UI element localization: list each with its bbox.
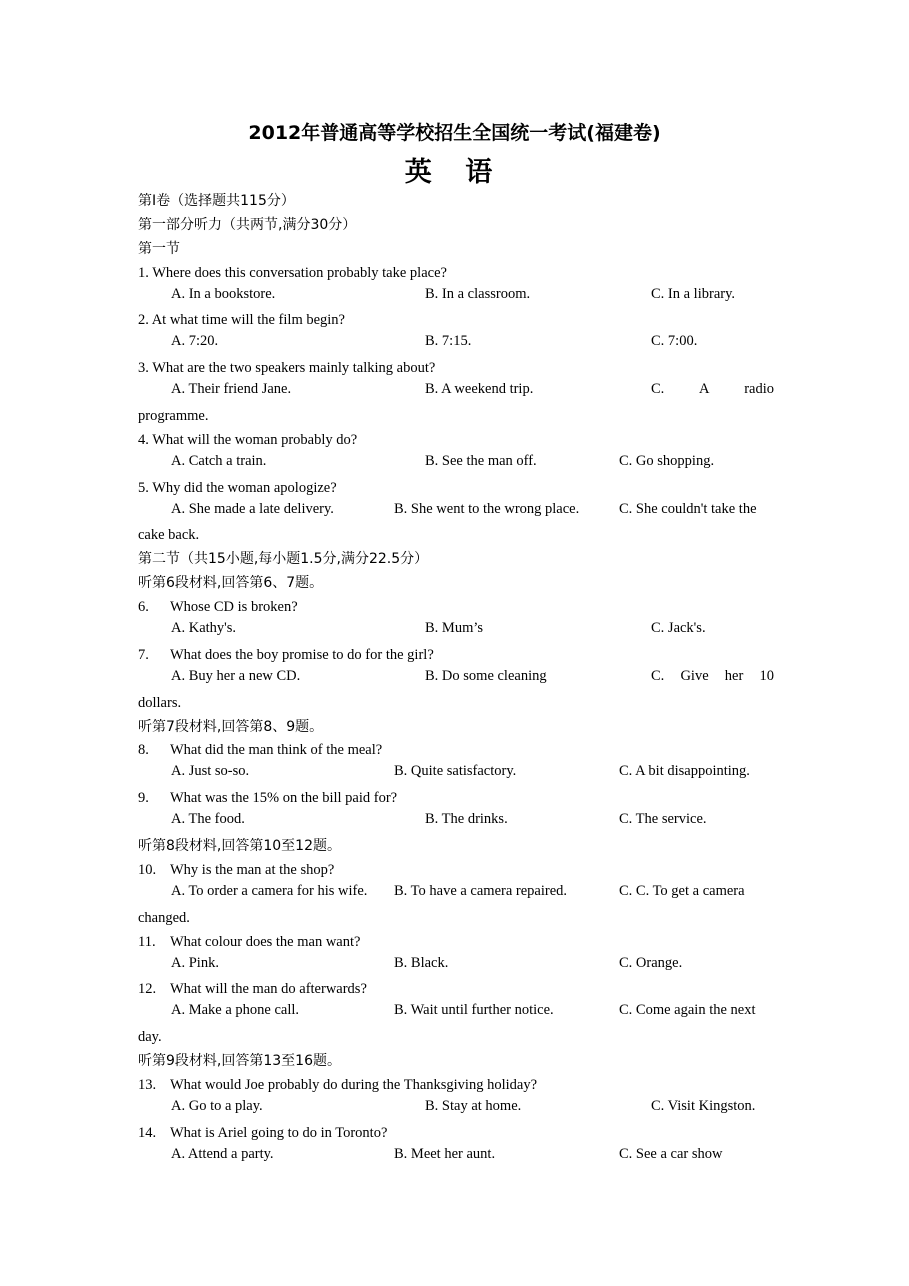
exam-content	[138, 190, 774, 1170]
option-b: B. A weekend trip.	[425, 381, 534, 398]
question-number: 14.	[138, 1124, 157, 1141]
section-heading: 第I卷（选择题共115分）	[138, 193, 295, 209]
option-b: B. 7:15.	[425, 333, 472, 350]
question-stem	[138, 644, 774, 668]
option-c-part: Give	[680, 667, 709, 684]
option-a: A. Buy her a new CD.	[171, 667, 301, 684]
option-a: A. The food.	[171, 811, 245, 828]
question-stem	[138, 596, 774, 620]
question-stem	[138, 787, 774, 811]
question-stem	[138, 978, 774, 1002]
option-c-part: A	[699, 381, 710, 398]
option-a: A. Just so-so.	[171, 763, 250, 780]
option-b: B. Do some cleaning	[425, 667, 547, 684]
option-b: B. Mum’s	[425, 620, 484, 637]
option-a: A. Kathy's.	[171, 620, 237, 637]
question-number: 6.	[138, 599, 149, 616]
question-text: What would Joe probably do during the Thanksgiving holiday?	[170, 1076, 538, 1093]
option-b: B. See the man off.	[425, 452, 537, 469]
option-b: B. Meet her aunt.	[394, 1145, 496, 1162]
question-options	[138, 668, 774, 692]
option-a: A. Make a phone call.	[171, 1002, 300, 1019]
question-options	[138, 381, 774, 405]
option-c: C. C. To get a camera	[619, 882, 745, 899]
question-number: 11.	[138, 933, 156, 950]
question-number: 7.	[138, 646, 149, 663]
option-c: C. She couldn't take the	[619, 500, 757, 517]
option-a: A. Go to a play.	[171, 1097, 263, 1114]
question-number: 13.	[138, 1076, 157, 1093]
option-c-part: 10	[759, 667, 774, 684]
option-b: B. To have a camera repaired.	[394, 882, 568, 899]
question-text: What colour does the man want?	[170, 933, 361, 950]
question-options	[138, 501, 774, 525]
question-stem	[138, 1074, 774, 1098]
option-a: A. Their friend Jane.	[171, 381, 292, 398]
question-stem: 5. Why did the woman apologize?	[138, 479, 337, 496]
question-options	[138, 453, 774, 477]
question-number: 9.	[138, 790, 149, 807]
question-options	[138, 955, 774, 979]
question-options	[138, 1098, 774, 1122]
question-stem	[138, 739, 774, 763]
question-number: 8.	[138, 742, 149, 759]
option-c-part: her	[724, 667, 744, 684]
exam-title: 2012年普通高等学校招生全国统一考试(福建卷)	[248, 122, 661, 144]
option-a: A. Catch a train.	[171, 452, 267, 469]
question-stem: 4. What will the woman probably do?	[138, 431, 358, 448]
subsection-heading: 第一节	[138, 240, 180, 257]
question-stem	[138, 931, 774, 955]
question-options	[138, 620, 774, 644]
question-options	[138, 286, 774, 310]
question-stem: 1. Where does this conversation probably take place?	[138, 264, 447, 281]
option-b: B. Quite satisfactory.	[394, 763, 517, 780]
option-b: B. Stay at home.	[425, 1097, 522, 1114]
question-options	[138, 883, 774, 907]
material-heading: 听第7段材料,回答第8、9题。	[138, 718, 324, 735]
option-continuation: day.	[138, 1029, 162, 1046]
option-continuation: dollars.	[138, 694, 182, 711]
option-c	[651, 381, 774, 398]
option-c: C. Go shopping.	[619, 452, 715, 469]
option-a: A. Attend a party.	[171, 1145, 274, 1162]
option-c: C. A bit disappointing.	[619, 763, 750, 780]
option-b: B. The drinks.	[425, 811, 508, 828]
option-c-part: C.	[651, 667, 665, 684]
option-a: A. 7:20.	[171, 333, 219, 350]
question-text: Why is the man at the shop?	[170, 861, 335, 878]
option-a: A. She made a late delivery.	[171, 500, 334, 517]
question-options	[138, 811, 774, 835]
material-heading: 听第8段材料,回答第10至12题。	[138, 838, 341, 855]
option-c: C. Come again the next	[619, 1002, 756, 1019]
question-options	[138, 1002, 774, 1026]
question-number: 10.	[138, 861, 157, 878]
question-text: What does the boy promise to do for the girl?	[170, 646, 434, 663]
option-c-part: radio	[744, 381, 774, 398]
option-a: A. In a bookstore.	[171, 285, 276, 302]
question-number: 12.	[138, 981, 157, 998]
option-c: C. Orange.	[619, 954, 683, 971]
question-stem	[138, 1122, 774, 1146]
option-c: C. Visit Kingston.	[651, 1097, 756, 1114]
option-c: C. In a library.	[651, 285, 736, 302]
question-stem: 2. At what time will the film begin?	[138, 312, 345, 329]
subsection-heading: 第二节（共15小题,每小题1.5分,满分22.5分）	[138, 551, 429, 568]
option-continuation: changed.	[138, 909, 190, 926]
question-text: What did the man think of the meal?	[170, 742, 383, 759]
subject-title: 英 语	[404, 157, 505, 188]
question-text: What is Ariel going to do in Toronto?	[170, 1124, 388, 1141]
option-c-part: C.	[651, 381, 665, 398]
part-heading: 第一部分听力（共两节,满分30分）	[138, 216, 357, 233]
option-c: C. Jack's.	[651, 620, 706, 637]
option-c	[651, 668, 774, 685]
question-text: What was the 15% on the bill paid for?	[170, 790, 398, 807]
question-options	[138, 333, 774, 357]
option-c: C. The service.	[619, 811, 707, 828]
option-c: C. 7:00.	[651, 333, 698, 350]
material-heading: 听第9段材料,回答第13至16题。	[138, 1053, 341, 1070]
option-continuation: cake back.	[138, 527, 200, 544]
option-b: B. Wait until further notice.	[394, 1002, 554, 1019]
option-b: B. She went to the wrong place.	[394, 500, 580, 517]
material-heading: 听第6段材料,回答第6、7题。	[138, 575, 324, 592]
question-stem: 3. What are the two speakers mainly talking about?	[138, 360, 436, 377]
option-c: C. See a car show	[619, 1145, 723, 1162]
option-b: B. Black.	[394, 954, 449, 971]
option-continuation: programme.	[138, 408, 209, 425]
question-options	[138, 763, 774, 787]
question-text: What will the man do afterwards?	[170, 981, 367, 998]
question-options	[138, 1146, 774, 1170]
question-stem	[138, 859, 774, 883]
question-text: Whose CD is broken?	[170, 599, 298, 616]
option-a: A. Pink.	[171, 954, 219, 971]
option-a: A. To order a camera for his wife.	[171, 882, 368, 899]
option-b: B. In a classroom.	[425, 285, 531, 302]
